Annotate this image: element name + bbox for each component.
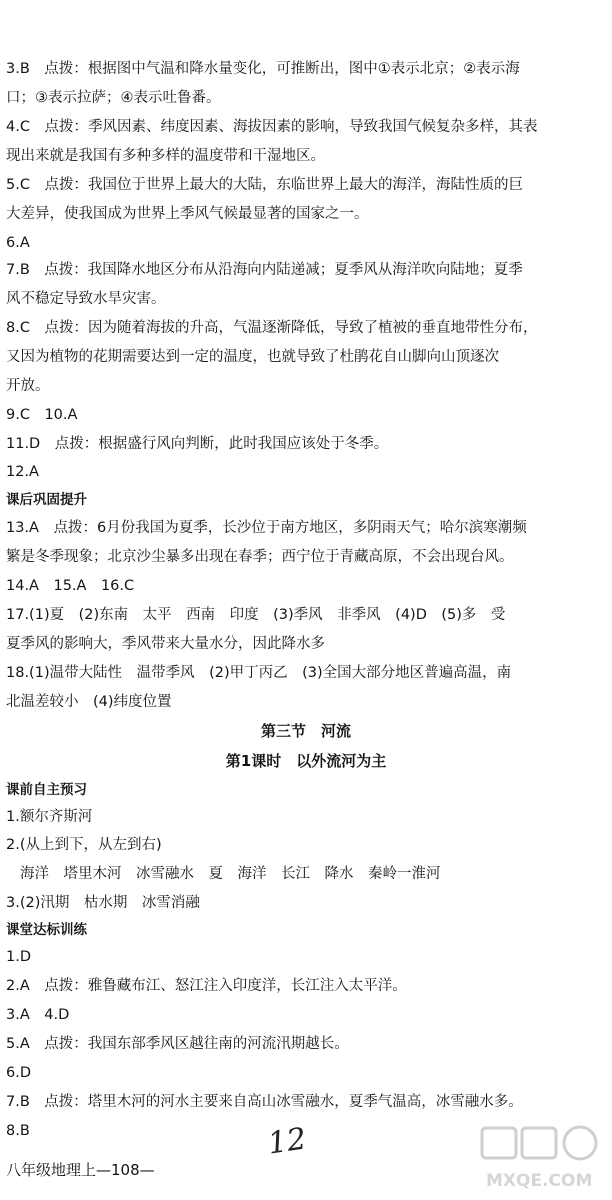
watermark-logo [478, 1122, 608, 1194]
answer-page: 3.B 点拨：根据图中气温和降水量变化，可推断出，图中①表示北京；②表示海 口；③表示拉萨；④表示吐鲁番。 4.C 点拨：季风因素、纬度因素、海拔因素的影响，导致我国气候复杂多样，其表 现出来就是我国有多种多样的温度带和干湿地区。 5.C 点拨：我国位于世界上最大的大陆，东临世界上最大的海洋，海陆性质的巨 大差异，使我国成为世界上季风气候最显著的国家之一。 6.A 7.B 点拨：我国降水地区分布从沿海向内陆递减；夏季风从海洋吹向陆地；夏季 风不稳定导致水旱灾害。 8.C 点拨：因为随着海拔的升高，气温逐渐降低，导致了植被的垂直地带性分布， 又因为植物的花期需要达到一定的温度，也就导致了杜鹃花自山脚向山顶逐次 开放。 9.C 10.A 11.D 点拨：根据盛行风向判断，此时我国应该处于冬季。 12.A 课后巩固提升 13.A 点拨：6月份我国为夏季，长沙位于南方地区，多阴雨天气；哈尔滨寒潮频 繁是冬季现象；北京沙尘暴多出现在春季；西宁位于青藏高原，不会出现台风。 14.A 15.A 16.C 17.(1)夏 (2)东南 太平 西南 印度 (3)季风 非季风 (4)D (5)多 受 夏季风的影响大，季风带来大量水分，因此降水多 18.(1)温带大陆性 温带季风 (2)甲丁丙乙 (3)全国大部分地区普遍高温，南 北温差较小 (4)纬度位置 第三节 河流 第1课时 以外流河为主 课前自主预习 1.额尔齐斯河 2.(从上到下，从左到右) 海洋 塔里木河 冰雪融水 夏 海洋 长江 降水 秦岭一淮河 3.(2)汛期 枯水期 冰雪消融 课堂达标训练 1.D 2.A 点拨：雅鲁藏布江、怒江注入印度洋，长江注入太平洋。 3.A 4.D 5.A 点拨：我国东部季风区越往南的河流汛期越长。 6.D 7.B 点拨：塔里木河的河水主要来自高山冰雪融水，夏季气温高，冰雪融水多。 8.B 八年级地理上—108— 12 MXQE.COM [0, 0, 612, 1200]
lesson-title: 第1课时 以外流河为主 [225, 752, 387, 770]
handwritten-page-number: 12 [265, 1121, 309, 1162]
section-title: 第三节 河流 [260, 722, 351, 740]
watermark-text: MXQE.COM [486, 1171, 593, 1191]
